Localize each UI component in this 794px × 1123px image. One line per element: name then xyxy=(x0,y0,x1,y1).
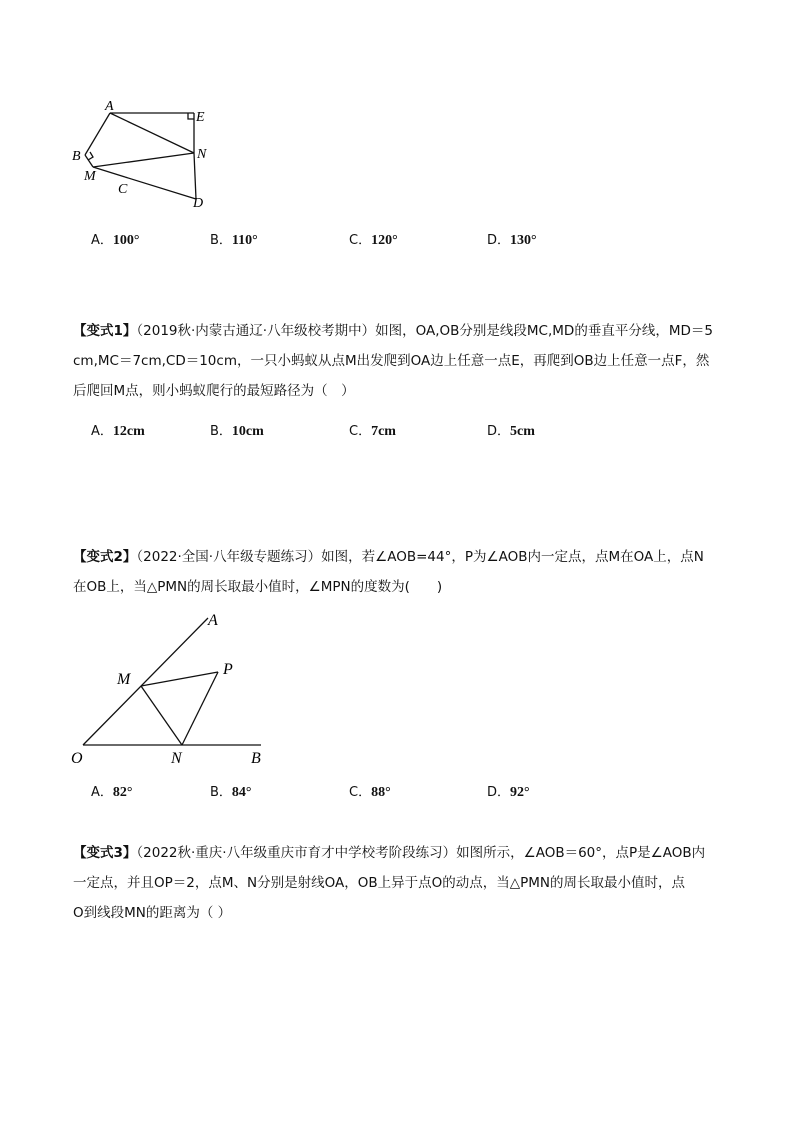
label-O: O xyxy=(71,750,83,767)
label-B: B xyxy=(72,149,81,164)
label-A: A xyxy=(208,612,218,629)
label-E: E xyxy=(196,110,205,125)
q2-option-c[interactable]: C．88° xyxy=(349,785,391,800)
q1-line2: cm,MC＝7cm,CD＝10cm，一只小蚂蚁从点M出发爬到OA边上任意一点E，再爬到OB边上任意一点F，然 xyxy=(73,353,710,369)
q0-option-c[interactable]: C．120° xyxy=(349,233,398,248)
q1-option-c[interactable]: C．7cm xyxy=(349,424,396,439)
question-1 xyxy=(73,316,723,406)
right-angle-mark-B xyxy=(88,152,93,160)
q2-tag: 【变式2】 xyxy=(73,549,137,565)
segment-AN xyxy=(110,113,194,153)
label-B: B xyxy=(251,750,261,767)
q3-tag: 【变式3】 xyxy=(73,845,137,861)
q3-line3: O到线段MN的距离为（ ） xyxy=(73,905,232,921)
q1-source: （2019秋·内蒙古通辽·八年级校考期中） xyxy=(136,323,376,339)
q3-line2: 一定点，并且OP＝2，点M、N分别是射线OA，OB上异于点O的动点，当△PMN的周长取最小值时，点 xyxy=(73,875,686,891)
label-C: C xyxy=(118,182,128,197)
segment-MN xyxy=(141,686,182,745)
segment-MC xyxy=(93,167,125,177)
q2-source: （2022·全国·八年级专题练习） xyxy=(136,549,322,565)
segment-MN xyxy=(93,153,194,167)
figure-quadrilateral xyxy=(60,95,230,215)
q0-option-d[interactable]: D．130° xyxy=(487,233,537,248)
segment-ND xyxy=(194,153,196,199)
label-P: P xyxy=(223,661,233,678)
q0-option-a[interactable]: A．100° xyxy=(91,233,140,248)
label-D: D xyxy=(193,196,204,211)
q3-line1: 如图所示，∠AOB＝60°，点P是∠AOB内 xyxy=(456,845,706,861)
q2-option-a[interactable]: A．82° xyxy=(91,785,133,800)
label-A: A xyxy=(105,99,114,114)
segment-BM xyxy=(85,155,93,167)
question-2 xyxy=(73,542,723,602)
question-3 xyxy=(73,838,723,928)
label-N: N xyxy=(171,750,182,767)
label-N: N xyxy=(197,147,207,162)
q1-option-d[interactable]: D．5cm xyxy=(487,424,535,439)
segment-AB xyxy=(85,113,110,155)
figure-angle-aob xyxy=(65,608,275,773)
q2-line2: 在OB上，当△PMN的周长取最小值时，∠MPN的度数为( ) xyxy=(73,579,443,595)
segment-NP xyxy=(182,672,218,745)
q3-source: （2022秋·重庆·八年级重庆市育才中学校考阶段练习） xyxy=(136,845,457,861)
q1-tag: 【变式1】 xyxy=(73,323,137,339)
q2-line1: 如图，若∠AOB=44°，P为∠AOB内一定点，点M在OA上，点N xyxy=(321,549,704,565)
ray-OA xyxy=(83,618,208,745)
q2-option-d[interactable]: D．92° xyxy=(487,785,530,800)
q1-line1: 如图，OA,OB分别是线段MC,MD的垂直平分线，MD＝5 xyxy=(375,323,713,339)
q1-line3: 后爬回M点，则小蚂蚁爬行的最短路径为（ ） xyxy=(73,383,355,399)
q1-option-b[interactable]: B．10cm xyxy=(210,424,264,439)
q1-option-a[interactable]: A．12cm xyxy=(91,424,145,439)
label-M: M xyxy=(117,671,131,688)
q0-option-b[interactable]: B．110° xyxy=(210,233,258,248)
label-M: M xyxy=(84,169,96,184)
q2-option-b[interactable]: B．84° xyxy=(210,785,252,800)
segment-CD xyxy=(125,177,196,199)
right-angle-mark-E xyxy=(188,113,194,119)
